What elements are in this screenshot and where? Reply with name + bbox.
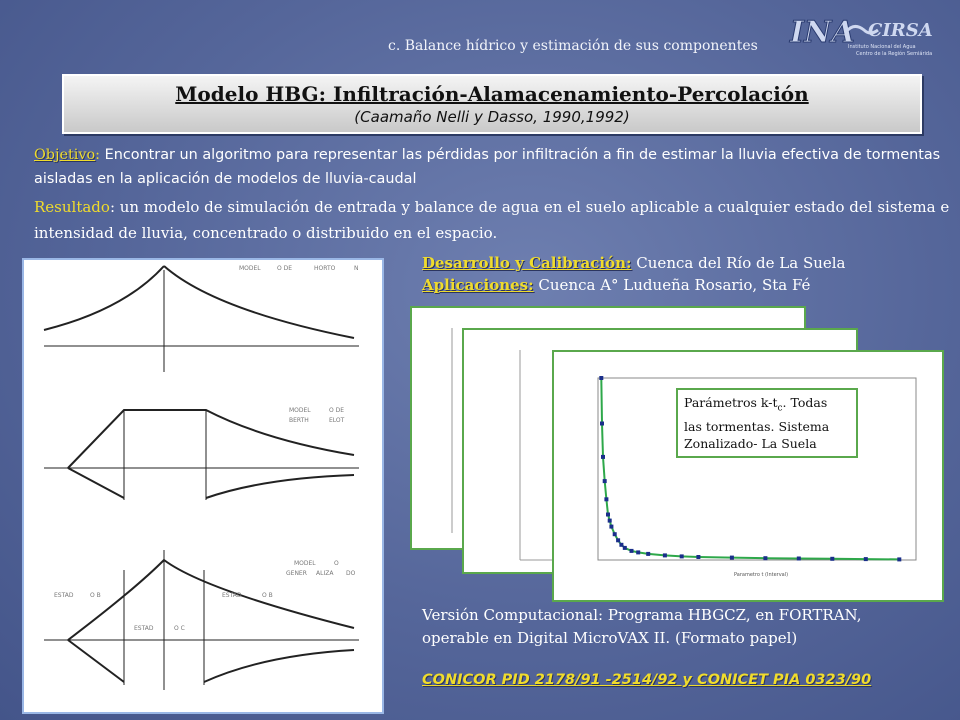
data-point — [623, 546, 627, 550]
data-point — [603, 479, 607, 483]
param-line-1-suffix: . Todas — [782, 395, 828, 410]
panel2-lower-curve — [68, 468, 354, 498]
panel1-label-4: N — [354, 265, 359, 272]
panel1-label-2: O DE — [277, 265, 293, 272]
param-line-2: las tormentas. Sistema — [684, 418, 830, 434]
panel3-label-4: ALIZA — [316, 570, 334, 577]
logo-subtitle-2: Centro de la Región Semiárida — [856, 51, 933, 57]
panel3-label-5: DO — [346, 570, 356, 577]
panel3-state-5: ESTAD — [134, 625, 154, 632]
panel3-upper-curve — [68, 560, 354, 640]
model-schematic-figure — [22, 258, 384, 714]
panel3-state-3: ESTAD — [222, 592, 242, 599]
data-point — [763, 556, 767, 560]
resultado-paragraph — [34, 194, 950, 246]
data-point — [897, 557, 901, 561]
resultado-text: : un modelo de simulación de entrada y balance de agua en el suelo aplicable a cualquier estado del sistema e intensidad de lluvia, concentrado o distribuido en el espacio. — [34, 198, 950, 242]
title-box — [62, 74, 922, 134]
chart-xlabel: Parametro t (Interval) — [734, 572, 789, 578]
objetivo-paragraph — [34, 143, 950, 191]
panel1-curve-left — [44, 266, 164, 330]
model-schematic-svg — [24, 260, 382, 712]
panel2-label-1: MODEL — [289, 407, 311, 414]
data-point — [608, 519, 612, 523]
panel3-state-6: O C — [174, 625, 185, 632]
panel3-state-4: O B — [262, 592, 273, 599]
slide-title: Modelo HBG: Infiltración-Alamacenamiento-Percolación — [175, 82, 809, 106]
panel1-label-3: HORTO — [314, 265, 336, 272]
panel1-curve-right — [164, 266, 354, 338]
desarrollo-label: Desarrollo y Calibración: — [422, 254, 632, 272]
param-line-1-sub: c — [777, 403, 783, 414]
objetivo-label: Objetivo — [34, 147, 96, 163]
param-line-1-prefix: Parámetros k-t — [684, 395, 778, 410]
data-point — [730, 556, 734, 560]
data-point — [616, 538, 620, 542]
version-paragraph — [422, 604, 942, 650]
data-point — [613, 532, 617, 536]
data-point — [864, 557, 868, 561]
panel2-upper-curve — [68, 410, 354, 468]
logo-graphic — [786, 8, 946, 68]
ina-cirsa-logo — [786, 8, 946, 68]
aplicaciones-label: Aplicaciones: — [422, 276, 534, 294]
param-line-1 — [684, 394, 850, 418]
data-point — [601, 455, 605, 459]
param-line-3: Zonalizado- La Suela — [684, 435, 817, 451]
data-point — [630, 549, 634, 553]
data-point — [797, 557, 801, 561]
desarrollo-line — [422, 254, 952, 272]
version-line-1: Versión Computacional: Programa HBGCZ, en FORTRAN, — [422, 606, 862, 624]
panel1-label-1: MODEL — [239, 265, 261, 272]
panel3-label-1: MODEL — [294, 560, 316, 567]
data-point — [663, 553, 667, 557]
resultado-label: Resultado — [34, 198, 110, 216]
data-point — [599, 376, 603, 380]
panel2-label-4: ELOT — [329, 417, 345, 424]
objetivo-text: Encontrar un algoritmo para representar las pérdidas por infiltración a fin de estimar la lluvia efectiva de tormentas aisladas en la aplicación de modelos de lluvia-caudal — [34, 147, 941, 187]
logo-subtitle-1: Instituto Nacional del Agua — [848, 44, 916, 50]
aplicaciones-text: Cuenca A° Ludueña Rosario, Sta Fé — [533, 276, 811, 294]
data-point — [636, 550, 640, 554]
panel3-label-3: GENER — [286, 570, 307, 577]
data-point — [604, 497, 608, 501]
panel2-label-3: BERTH — [289, 417, 309, 424]
panel3-label-2: O — [334, 560, 339, 567]
data-point — [830, 557, 834, 561]
data-point — [600, 422, 604, 426]
aplicaciones-line — [422, 276, 952, 294]
version-line-2: operable en Digital MicroVAX II. (Formato papel) — [422, 629, 798, 647]
panel2-label-2: O DE — [329, 407, 345, 414]
slide-subtitle: (Caamaño Nelli y Dasso, 1990,1992) — [354, 108, 630, 126]
panel3-state-2: O B — [90, 592, 101, 599]
data-point — [606, 513, 610, 517]
funding-reference: CONICOR PID 2178/91 -2514/92 y CONICET PIA 0323/90 — [422, 672, 872, 688]
parameter-note-box — [676, 388, 858, 458]
section-title: c. Balance hídrico y estimación de sus componentes — [388, 38, 758, 54]
panel3-state-1: ESTAD — [54, 592, 74, 599]
panel3-lower-curve — [68, 640, 354, 682]
logo-ina-text: INA — [790, 15, 855, 50]
objetivo-colon: : — [95, 147, 101, 163]
logo-cirsa-text: CIRSA — [868, 20, 933, 41]
desarrollo-text: Cuenca del Río de La Suela — [631, 254, 846, 272]
data-point — [609, 525, 613, 529]
data-point — [696, 555, 700, 559]
data-point — [646, 552, 650, 556]
data-point — [680, 554, 684, 558]
